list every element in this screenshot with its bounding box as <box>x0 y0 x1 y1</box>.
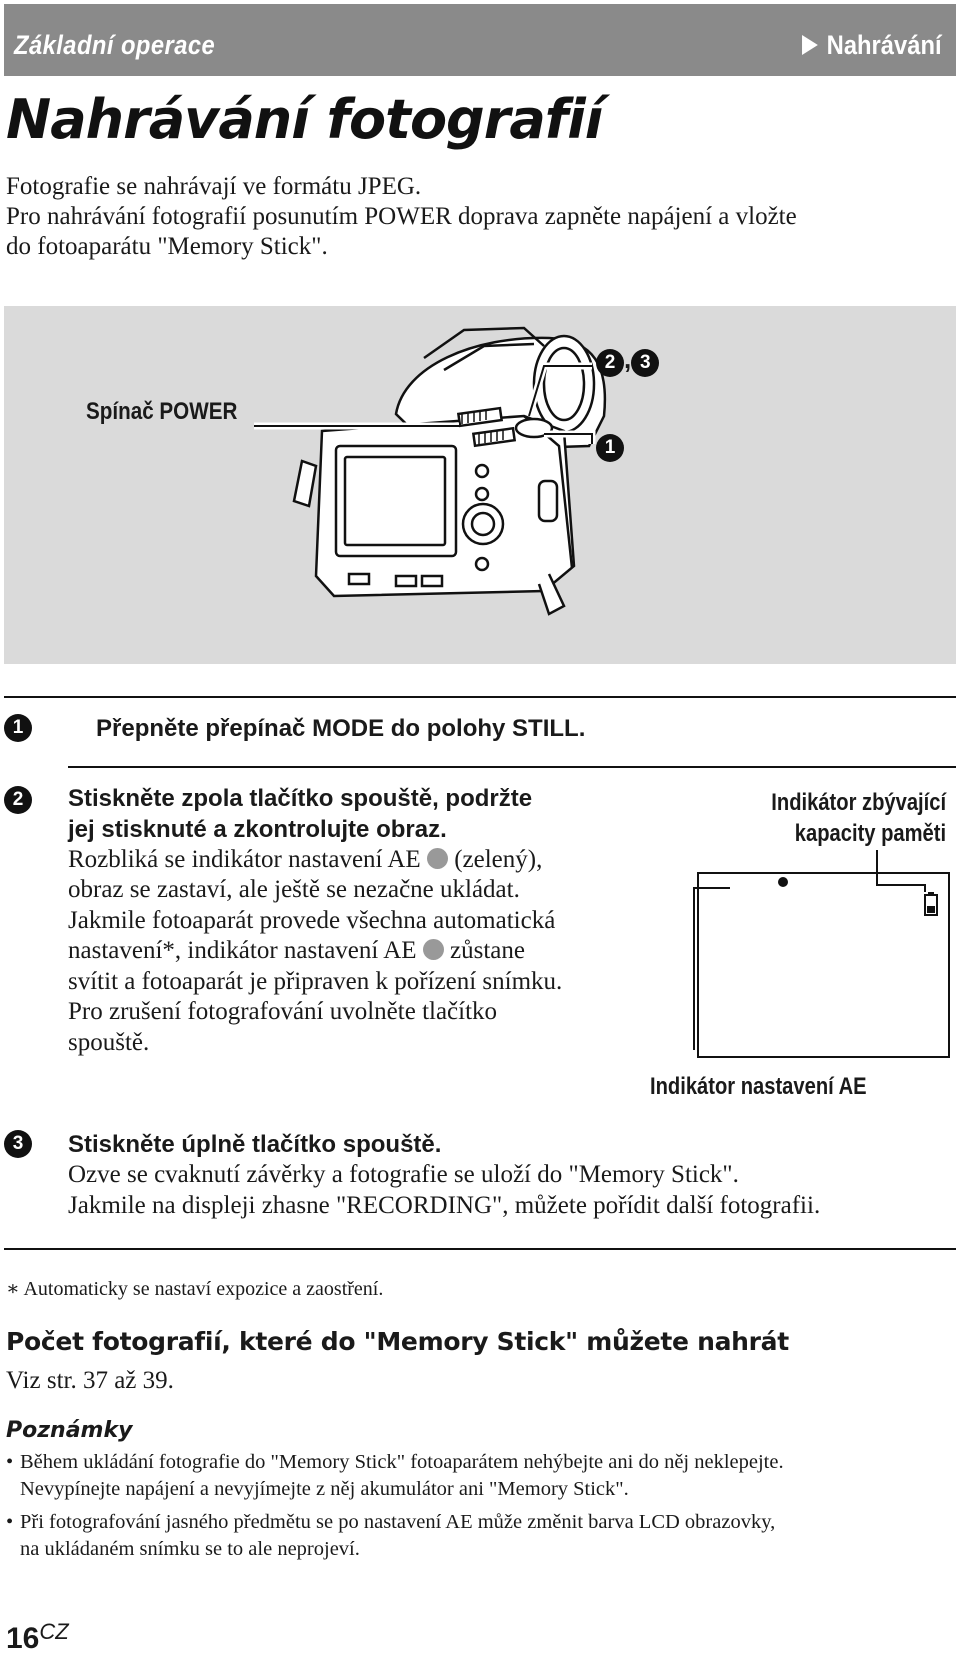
bullet: • <box>6 1511 14 1533</box>
header-chapter-label: Nahrávání <box>827 30 942 60</box>
note-1-line-1: Během ukládání fotografie do "Memory Stick" fotoaparátem nehýbejte ani do něj neklepejte. <box>20 1451 784 1473</box>
intro-line-2: Pro nahrávání fotografií posunutím POWER doprava zapněte napájení a vložte <box>6 203 797 230</box>
divider <box>4 696 956 698</box>
battery-icon <box>925 892 937 915</box>
capacity-label-line-1: Indikátor zbývající <box>771 789 946 816</box>
note-2-line-2: na ukládaném snímku se to ale neprojeví. <box>20 1538 360 1560</box>
power-switch-label: Spínač POWER <box>86 398 238 425</box>
section-body: Viz str. 37 až 39. <box>6 1367 174 1394</box>
callout-separator: , <box>624 344 632 374</box>
step-3-body-1: Ozve se cvaknutí závěrky a fotografie se uloží do "Memory Stick". <box>68 1161 739 1188</box>
step-1-marker: 1 <box>4 714 32 742</box>
intro-line-1: Fotografie se nahrávají ve formátu JPEG. <box>6 173 422 200</box>
note-1-line-2: Nevypínejte napájení a nevyjímejte z něj akumulátor ani "Memory Stick". <box>20 1478 629 1500</box>
page-number-suffix: CZ <box>39 1619 69 1644</box>
step-2-body-2: obraz se zastaví, ale ještě se nezačne ukládat. <box>68 876 520 903</box>
callout-2-marker: 2 <box>596 349 624 377</box>
callout-1-marker: 1 <box>596 434 624 462</box>
step-2-body-3: Jakmile fotoaparát provede všechna automatická <box>68 907 556 934</box>
camera-illustration <box>4 306 956 664</box>
capacity-indicator-label <box>771 787 946 849</box>
divider <box>68 766 956 768</box>
step-2-body-4 <box>68 936 525 967</box>
step-3-number <box>4 1130 32 1158</box>
step-2-body-1a: Rozbliká se indikátor nastavení AE <box>68 846 421 873</box>
divider <box>4 1248 956 1250</box>
ae-lock-dot <box>778 877 788 887</box>
step-2-body-4a: nastavení*, indikátor nastavení AE <box>68 937 417 964</box>
page-number-value: 16 <box>6 1622 40 1655</box>
callout-steps-2-3 <box>596 344 659 377</box>
ae-indicator-icon <box>423 939 444 960</box>
camera-figure <box>4 306 956 664</box>
callout-3-marker: 3 <box>631 349 659 377</box>
footnote: ∗ Automaticky se nastaví expozice a zaostření. <box>6 1278 384 1300</box>
step-2-marker: 2 <box>4 786 32 814</box>
step-2-body-5: svítit a fotoaparát je připraven k pořízení snímku. <box>68 968 563 995</box>
ae-indicator-label: Indikátor nastavení AE <box>650 1073 867 1100</box>
step-2-heading-2: jej stisknuté a zkontrolujte obraz. <box>68 816 447 843</box>
note-2 <box>6 1509 775 1563</box>
step-3-heading: Stiskněte úplně tlačítko spouště. <box>68 1131 442 1158</box>
ae-indicator-icon <box>427 848 448 869</box>
step-2-body-7: spouště. <box>68 1029 150 1056</box>
page-title: Nahrávání fotografií <box>6 88 603 151</box>
step-2-body-1 <box>68 845 542 876</box>
lcd-diagram-lines <box>680 850 960 1090</box>
step-2-number <box>4 786 32 814</box>
step-1-number <box>4 714 32 742</box>
step-2-body-1b: (zelený), <box>454 846 543 873</box>
step-2-body-6: Pro zrušení fotografování uvolněte tlačítko <box>68 998 498 1025</box>
play-arrow-icon <box>802 35 818 55</box>
step-3-marker: 3 <box>4 1130 32 1158</box>
capacity-label-line-2: kapacity paměti <box>794 820 946 847</box>
page-number <box>6 1619 69 1656</box>
step-2-heading-1: Stiskněte zpola tlačítko spouště, podržte <box>68 785 533 812</box>
step-2-body-4b: zůstane <box>450 937 525 964</box>
note-2-line-1: Při fotografování jasného předmětu se po nastavení AE může změnit barva LCD obrazovky, <box>20 1511 776 1533</box>
section-title: Počet fotografií, které do "Memory Stick" můžete nahrát <box>6 1327 789 1356</box>
callout-step-1 <box>596 434 624 462</box>
bullet: • <box>6 1451 14 1473</box>
intro-line-3: do fotoaparátu "Memory Stick". <box>6 233 328 260</box>
step-3-body-2: Jakmile na displeji zhasne "RECORDING", můžete pořídit další fotografii. <box>68 1192 821 1219</box>
header-chapter <box>802 30 942 61</box>
step-1-heading: Přepněte přepínač MODE do polohy STILL. <box>96 715 586 742</box>
notes-title: Poznámky <box>6 1418 133 1443</box>
note-1 <box>6 1449 784 1503</box>
header-section: Základní operace <box>14 30 216 60</box>
